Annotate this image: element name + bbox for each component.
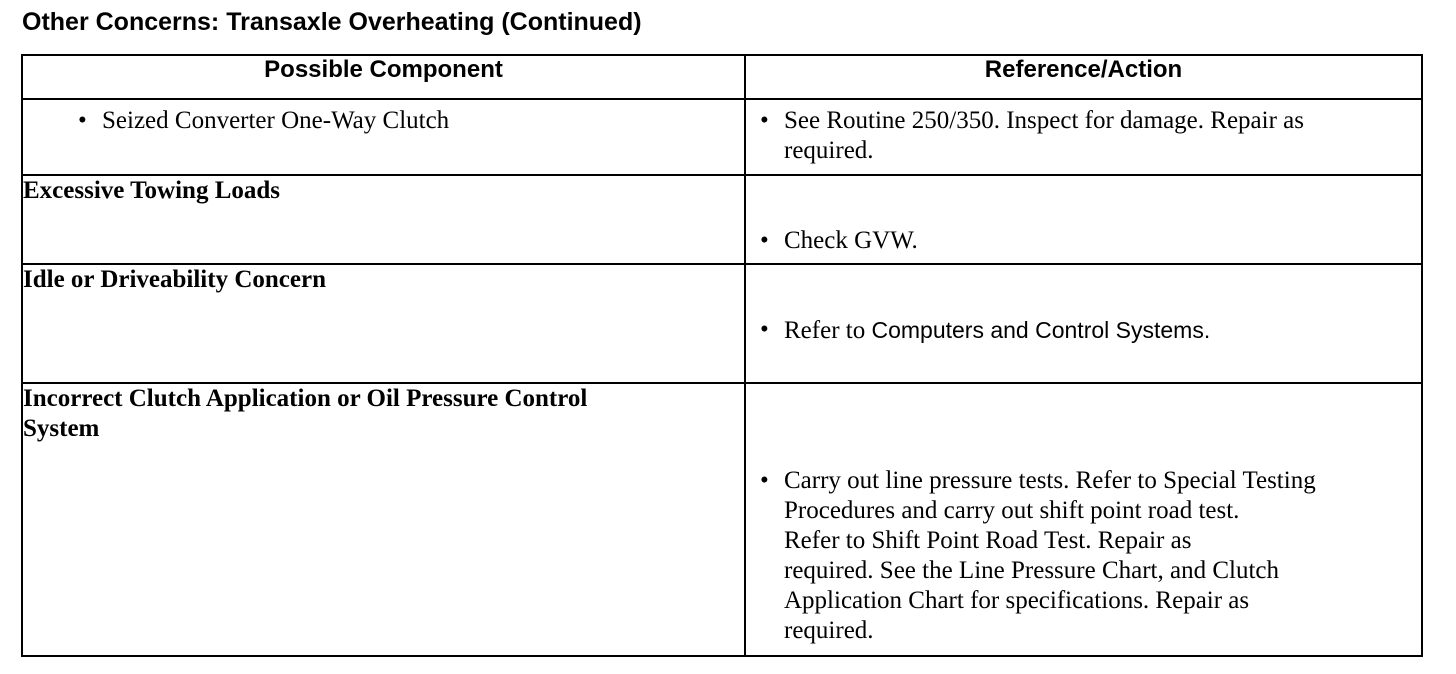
component-text-line: Incorrect Clutch Application or Oil Pressure Control — [23, 385, 588, 412]
component-cell — [22, 99, 745, 175]
table-row — [22, 264, 1422, 383]
action-cell — [745, 383, 1422, 656]
diagnostic-table — [21, 54, 1423, 657]
table-row — [22, 175, 1422, 264]
bullet-symbol: • — [78, 107, 87, 134]
component-text: Excessive Towing Loads — [23, 177, 281, 204]
action-text-line: Check GVW. — [784, 227, 918, 254]
component-cell — [22, 383, 745, 656]
header-possible-component: Possible Component — [22, 55, 745, 99]
bullet-symbol: • — [760, 467, 769, 494]
action-text-line: See Routine 250/350. Inspect for damage. Repair as — [784, 107, 1304, 134]
action-text-line: Refer to Shift Point Road Test. Repair as — [784, 527, 1192, 554]
component-cell — [22, 175, 745, 264]
bullet-symbol: • — [760, 227, 769, 254]
bullet-symbol: • — [760, 107, 769, 134]
bullet-symbol: • — [760, 316, 769, 343]
action-text-line: required. — [784, 617, 874, 644]
table-header-row — [22, 55, 1422, 99]
table-row — [22, 99, 1422, 175]
component-text-line: System — [23, 415, 100, 442]
action-text-line: Carry out line pressure tests. Refer to Special Testing — [784, 467, 1316, 494]
action-cell — [745, 99, 1422, 175]
action-text-line: required. — [784, 137, 874, 164]
header-reference-action: Reference/Action — [745, 55, 1422, 99]
action-text-prefix: Refer to — [784, 317, 872, 344]
action-text-line: required. See the Line Pressure Chart, and Clutch — [784, 557, 1279, 584]
component-text: Seized Converter One-Way Clutch — [102, 107, 450, 134]
action-text-line: Application Chart for specifications. Repair as — [784, 587, 1250, 614]
computers-control-systems-link[interactable]: Computers and Control Systems. — [871, 317, 1211, 343]
component-cell — [22, 264, 745, 383]
table-row — [22, 383, 1422, 656]
component-text: Idle or Driveability Concern — [23, 266, 326, 293]
action-cell — [745, 264, 1422, 383]
action-text-line: Procedures and carry out shift point road test. — [784, 497, 1240, 524]
page-title: Other Concerns: Transaxle Overheating (Continued) — [22, 8, 642, 36]
action-cell — [745, 175, 1422, 264]
